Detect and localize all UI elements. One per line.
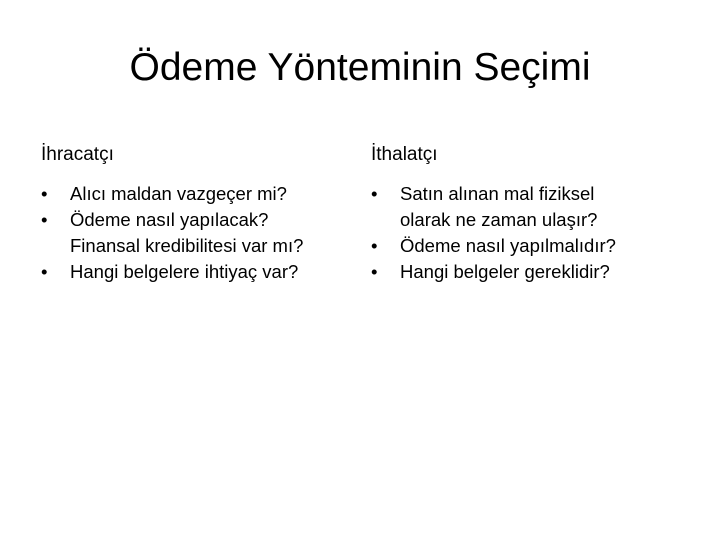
importer-bullet-list <box>371 181 689 285</box>
bullet-text: Ödeme nasıl yapılacak? <box>70 209 269 230</box>
bullet-item <box>371 233 689 259</box>
importer-column <box>371 143 689 285</box>
bullet-icon: • <box>371 261 378 282</box>
bullet-text: Alıcı maldan vazgeçer mi? <box>70 183 287 204</box>
bullet-icon: • <box>371 183 378 204</box>
bullet-text: Ödeme nasıl yapılmalıdır? <box>400 235 616 256</box>
bullet-icon: • <box>41 261 48 282</box>
bullet-text: Hangi belgelere ihtiyaç var? <box>70 261 299 282</box>
bullet-item <box>41 181 359 207</box>
bullet-text: Satın alınan mal fiziksel <box>400 183 595 204</box>
bullet-item <box>371 259 689 285</box>
bullet-icon: • <box>41 183 48 204</box>
bullet-text: Finansal kredibilitesi var mı? <box>70 235 304 256</box>
slide-title: Ödeme Yönteminin Seçimi <box>129 46 591 89</box>
bullet-item <box>41 259 359 285</box>
bullet-icon: • <box>371 235 378 256</box>
importer-heading: İthalatçı <box>371 144 438 165</box>
bullet-text: Hangi belgeler gereklidir? <box>400 261 610 282</box>
exporter-column <box>41 143 359 285</box>
bullet-item <box>41 207 359 259</box>
exporter-bullet-list <box>41 181 359 285</box>
exporter-heading: İhracatçı <box>41 144 114 165</box>
bullet-text: olarak ne zaman ulaşır? <box>400 209 598 230</box>
bullet-icon: • <box>41 209 48 230</box>
bullet-item <box>371 181 689 233</box>
